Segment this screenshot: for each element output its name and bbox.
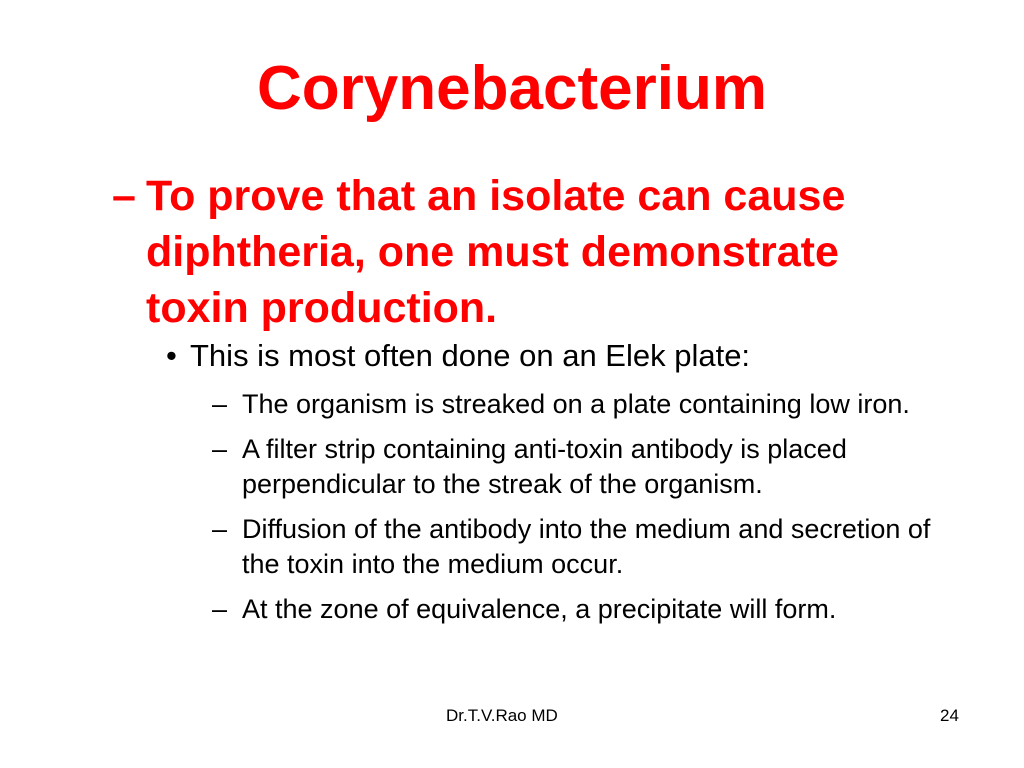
slide-title: Corynebacterium — [257, 54, 767, 123]
sub-point — [166, 336, 966, 376]
detail-item — [212, 387, 972, 422]
detail-item — [212, 592, 972, 627]
sub-point-bullet: • — [166, 338, 177, 373]
detail-dash: – — [212, 434, 228, 464]
detail-text: Diffusion of the antibody into the medium and secretion of the toxin into the medium occur. — [242, 514, 931, 579]
main-point — [112, 168, 942, 336]
detail-text: A filter strip containing anti-toxin antibody is placed perpendicular to the streak of the organism. — [242, 434, 847, 499]
detail-dash: – — [212, 389, 228, 419]
detail-dash: – — [212, 594, 228, 624]
detail-text: At the zone of equivalence, a precipitate will form. — [242, 594, 837, 624]
detail-item — [212, 512, 972, 582]
main-point-dash: – — [112, 172, 136, 220]
detail-dash: – — [212, 514, 228, 544]
main-point-text: To prove that an isolate can cause diphtheria, one must demonstrate toxin production. — [146, 172, 846, 332]
footer-author: Dr.T.V.Rao MD — [446, 706, 558, 725]
detail-list — [212, 387, 972, 637]
detail-item — [212, 432, 972, 502]
sub-point-text: This is most often done on an Elek plate: — [190, 338, 751, 373]
detail-text: The organism is streaked on a plate containing low iron. — [242, 389, 910, 419]
page-number: 24 — [940, 706, 959, 725]
